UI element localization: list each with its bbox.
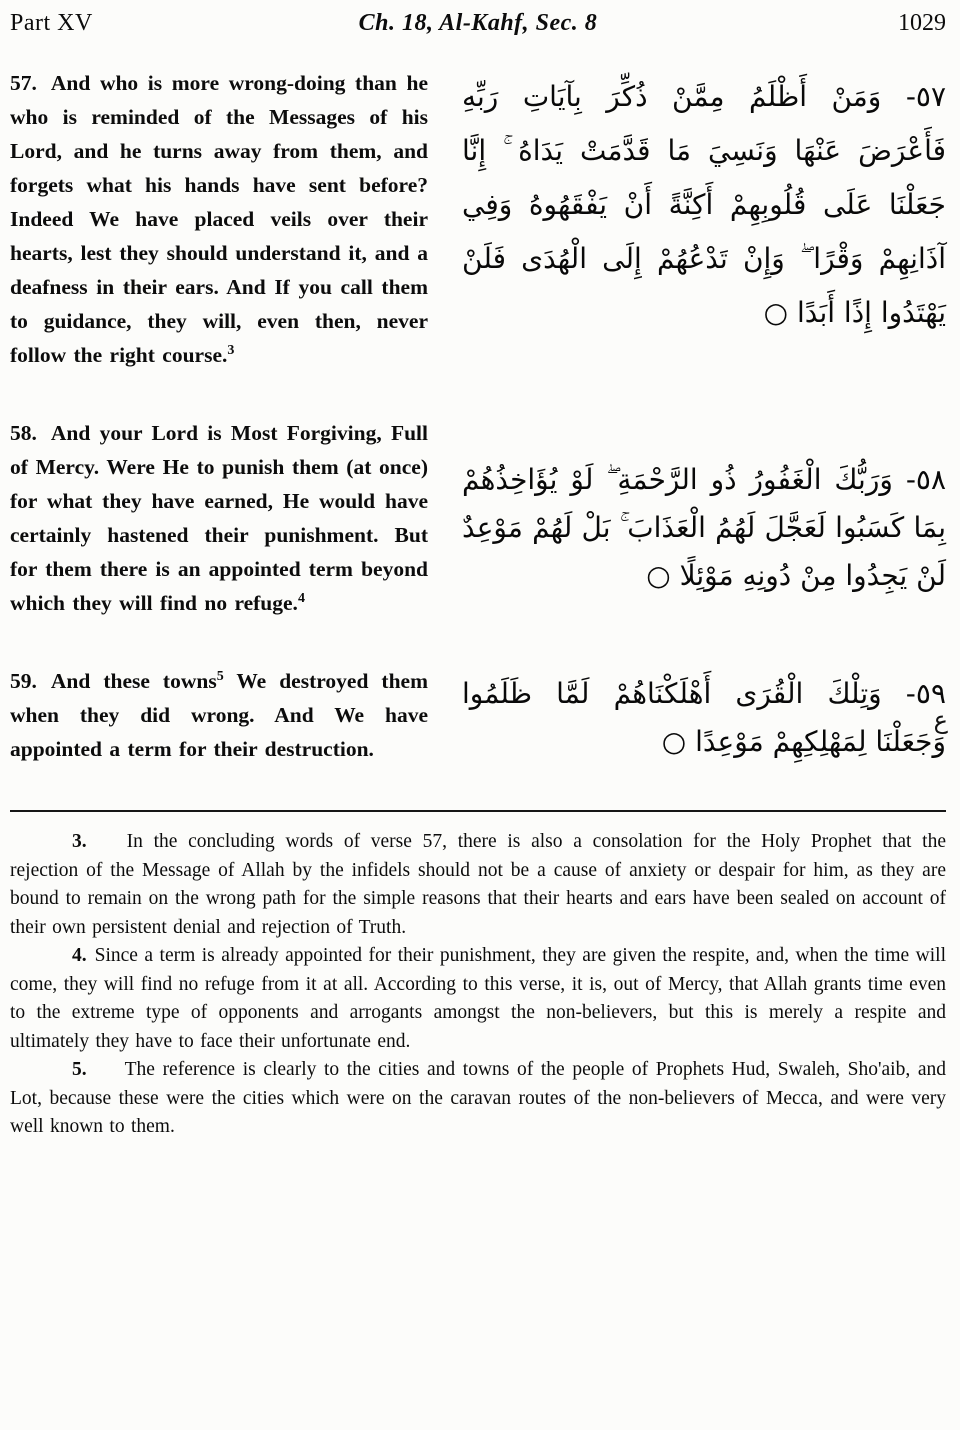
- verses-section: [10, 66, 946, 766]
- part-label: Part XV: [10, 10, 93, 36]
- page-header: [10, 8, 946, 38]
- footnote-5-text: The reference is clearly to the cities and towns of the people of Prophets Hud, Swaleh, Sho'aib, and Lot, because these were the cities which were on the caravan routes of the non-believers of Mecca, and were very well known to them.: [10, 1059, 946, 1137]
- verse-59-text: And these towns: [50, 669, 217, 693]
- verse-59-english: [10, 664, 428, 766]
- footnote-ref-3: 3: [227, 342, 235, 358]
- footnotes-section: [10, 828, 946, 1142]
- verse-row-58: [10, 416, 946, 620]
- chapter-title: Ch. 18, Al-Kahf, Sec. 8: [358, 10, 598, 36]
- footnote-5-number: 5.: [72, 1059, 87, 1080]
- verse-58-number: 58.: [10, 421, 37, 445]
- verse-59-text-cont: We destroyed them when they did wrong. And We have appointed a term for their destruction.: [10, 669, 428, 761]
- verse-58-text: And your Lord is Most Forgiving, Full of Mercy. Were He to punish them (at once) for what they have earned, He would have certainly hastened their punishment. But for them there is an appointed term beyond which they will find no refuge.: [10, 421, 428, 615]
- page-number: 1029: [898, 10, 946, 36]
- verse-59-arabic: ٥٩- وَتِلْكَ الْقُرَى أَهْلَكْنَاهُمْ لَمَّا ظَلَمُوا وَجَعَلْنَا لِمَهْلِكِهِمْ مَوْعِدًا ○: [462, 677, 946, 758]
- verse-57-text: And who is more wrong-doing than he who is reminded of the Messages of his Lord, and he turns away from them, and forgets what his hands have sent before? Indeed We have placed veils over their hearts, lest they should understand it, and a deafness in their ears. And If you call them to guidance, they will, even then, never follow the right course.: [10, 71, 428, 367]
- verse-59-number: 59.: [10, 669, 37, 693]
- footnote-ref-4: 4: [297, 590, 305, 606]
- footnote-4-number: 4.: [72, 945, 87, 966]
- footnote-3-text: In the concluding words of verse 57, there is also a consolation for the Holy Prophet that the rejection of the Message of Allah by the infidels should not be a cause of anxiety or despair for him, as they are bound to remain on the wrong path for the simple reasons that their hearts and ears have been sealed on account of their own persistent denial and rejection of Truth.: [10, 831, 946, 938]
- footnote-5: [10, 1056, 946, 1142]
- verse-row-59: [10, 664, 946, 766]
- verse-58-arabic: ٥٨- وَرَبُّكَ الْغَفُورُ ذُو الرَّحْمَةِ ۖ لَوْ يُؤَاخِذُهُمْ بِمَا كَسَبُوا لَعَجَّلَ لَهُمُ الْعَذَابَ ۚ بَلْ لَهُمْ مَوْعِدٌ لَنْ يَجِدُوا مِنْ دُونِهِ مَوْئِلًا ○: [462, 463, 946, 592]
- footnote-3-number: 3.: [72, 831, 87, 852]
- verse-57-english: [10, 66, 428, 372]
- footnote-3: [10, 828, 946, 942]
- verse-57-number: 57.: [10, 71, 37, 95]
- verse-58-english: [10, 416, 428, 620]
- footnote-4: [10, 942, 946, 1056]
- footnote-divider: [10, 810, 946, 812]
- footnote-ref-5: 5: [216, 668, 224, 684]
- verse-row-57: [10, 66, 946, 372]
- footnote-4-text: Since a term is already appointed for their punishment, they are given the respite, and, when the time will come, they will find no refuge from it at all. According to this verse, it is, out of Mercy, that Allah grants time even to the extreme type of opponents and arrogants amongst the non-believers, but this is merely a respite and ultimately they have to face their unfortunate end.: [10, 945, 946, 1052]
- ruku-marker: ع: [933, 706, 948, 734]
- verse-57-arabic: ٥٧- وَمَنْ أَظْلَمُ مِمَّنْ ذُكِّرَ بِآيَاتِ رَبِّهِ فَأَعْرَضَ عَنْهَا وَنَسِيَ مَا قَدَّمَتْ يَدَاهُ ۚ إِنَّا جَعَلْنَا عَلَى قُلُوبِهِمْ أَكِنَّةً أَنْ يَفْقَهُوهُ وَفِي آذَانِهِمْ وَقْرًا ۖ وَإِنْ تَدْعُهُمْ إِلَى الْهُدَى فَلَنْ يَهْتَدُوا إِذًا أَبَدًا ○: [462, 80, 946, 329]
